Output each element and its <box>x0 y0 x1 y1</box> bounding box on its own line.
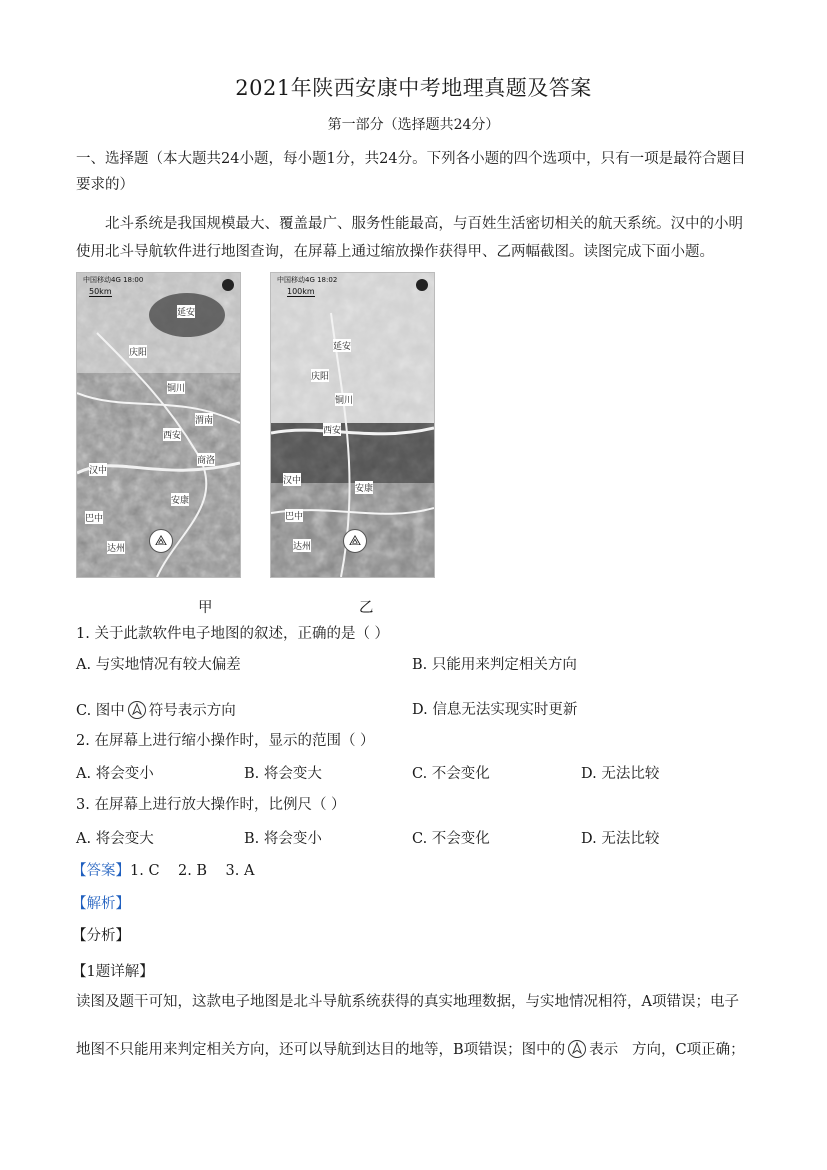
place-label: 庆阳 <box>129 345 147 358</box>
question-3-option-a[interactable]: A. 将会变大 <box>76 831 154 847</box>
question-3-stem: 3. 在屏幕上进行放大操作时，比例尺（ ） <box>76 797 346 813</box>
question-3-option-d[interactable]: D. 无法比较 <box>581 831 660 847</box>
answer-line <box>72 861 254 881</box>
place-label: 汉中 <box>283 473 301 486</box>
option-c-prefix: C. 图中 <box>76 703 125 719</box>
detail-line-2a: 地图不只能用来判定相关方向，还可以导航到达目的地等，B项错误；图中的 <box>76 1042 566 1058</box>
place-label: 汉中 <box>89 463 107 476</box>
question-1-option-c[interactable] <box>76 700 236 721</box>
page-title: 2021年陕西安康中考地理真题及答案 <box>235 76 592 100</box>
answer-text: 1. C 2. B 3. A <box>130 863 255 879</box>
intro-paragraph: 北斗系统是我国规模最大、覆盖最广、服务性能最高，与百姓生活密切相关的航天系统。汉中的小明使用北斗导航软件进行地图查询，在屏幕上通过缩放操作获得甲、乙两幅截图。读图完成下面小题。 <box>76 216 743 260</box>
place-label: 西安 <box>323 423 341 436</box>
question-1-option-b[interactable]: B. 只能用来判定相关方向 <box>412 657 577 673</box>
detail-label: 【1题详解】 <box>72 964 154 980</box>
analysis-label: 【解析】 <box>72 896 130 912</box>
question-2-stem: 2. 在屏幕上进行缩小操作时，显示的范围（ ） <box>76 733 375 749</box>
map-caption-jia: 甲 <box>198 600 213 616</box>
question-3-option-c[interactable]: C. 不会变化 <box>412 831 490 847</box>
question-2-option-b[interactable]: B. 将会变大 <box>244 766 322 782</box>
place-label: 巴中 <box>285 509 303 522</box>
fenxi-label: 【分析】 <box>72 928 130 944</box>
place-label: 达州 <box>293 539 311 552</box>
place-label: 商洛 <box>197 453 215 466</box>
answer-label: 【答案】 <box>72 863 130 879</box>
place-label: 西安 <box>163 428 181 441</box>
map-status-bar: 中国移动4G 18:00 <box>83 276 144 284</box>
place-label: 巴中 <box>85 511 103 524</box>
question-2-option-c[interactable]: C. 不会变化 <box>412 766 490 782</box>
location-pin-icon[interactable] <box>416 279 428 291</box>
map-caption-yi: 乙 <box>359 600 374 616</box>
section-subtitle: 第一部分（选择题共24分） <box>327 117 500 133</box>
compass-icon <box>127 700 147 720</box>
question-1-option-a[interactable]: A. 与实地情况有较大偏差 <box>76 657 241 673</box>
place-label: 安康 <box>355 481 373 494</box>
section-heading: 一、选择题（本大题共24小题，每小题1分，共24分。下列各小题的四个选项中，只有一项是最符合题目要求的） <box>76 151 746 193</box>
place-label: 庆阳 <box>311 369 329 382</box>
place-label: 铜川 <box>167 381 185 394</box>
option-c-suffix: 符号表示方向 <box>148 703 236 719</box>
location-pin-icon[interactable] <box>222 279 234 291</box>
question-3-option-b[interactable]: B. 将会变小 <box>244 831 322 847</box>
place-label: 铜川 <box>335 393 353 406</box>
place-label: 渭南 <box>195 413 213 426</box>
map-yi <box>270 272 435 578</box>
question-1-stem: 1. 关于此款软件电子地图的叙述，正确的是（ ） <box>76 626 390 642</box>
place-label: 延安 <box>177 305 195 318</box>
question-2-option-a[interactable]: A. 将会变小 <box>76 766 154 782</box>
map-scale-bar: 100km <box>287 287 315 296</box>
question-1-option-d[interactable]: D. 信息无法实现实时更新 <box>412 702 578 718</box>
place-label: 达州 <box>107 541 125 554</box>
detail-line-2b: 表示 方向，C项正确； <box>589 1042 745 1058</box>
map-jia <box>76 272 241 578</box>
compass-icon[interactable]: ⟁ <box>149 529 173 553</box>
place-label: 安康 <box>171 493 189 506</box>
question-2-option-d[interactable]: D. 无法比较 <box>581 766 660 782</box>
place-label: 延安 <box>333 339 351 352</box>
detail-line-1: 读图及题干可知，这款电子地图是北斗导航系统获得的真实地理数据，与实地情况相符，A项错误；电子 <box>76 994 739 1010</box>
compass-icon[interactable]: ⟁ <box>343 529 367 553</box>
detail-line-2 <box>76 1039 756 1060</box>
compass-icon <box>567 1039 587 1059</box>
map-scale-bar: 50km <box>89 287 112 296</box>
map-status-bar: 中国移动4G 18:02 <box>277 276 338 284</box>
